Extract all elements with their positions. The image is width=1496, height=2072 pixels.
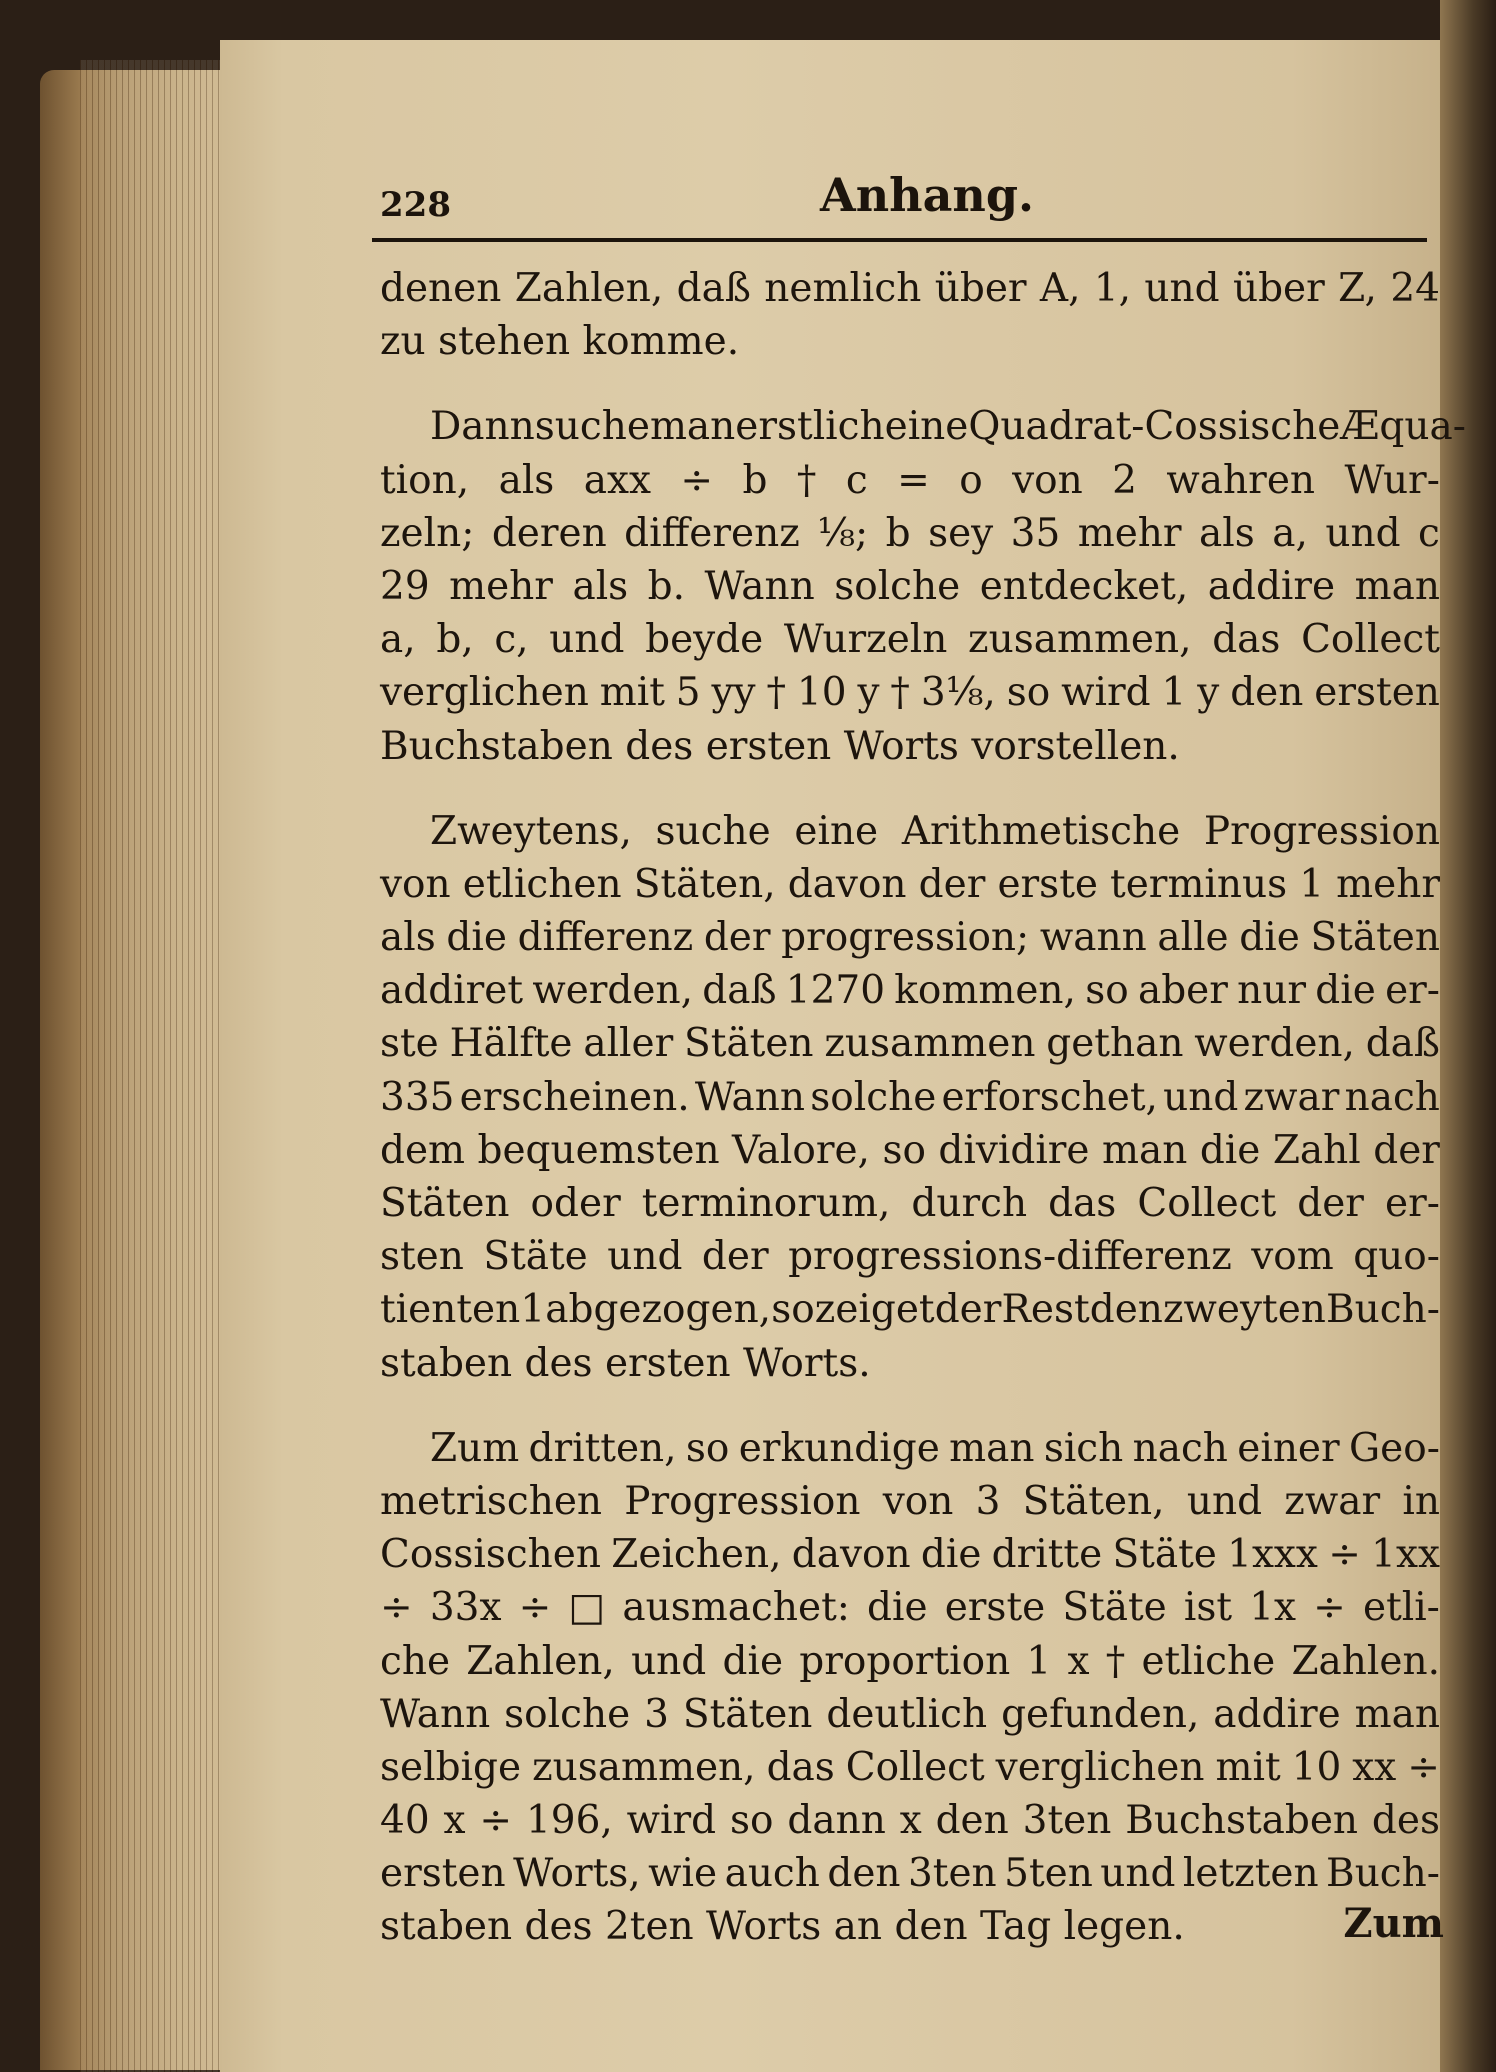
text-line: zu stehen komme. <box>380 319 740 365</box>
text-line: 40 x ÷ 196, wird so dann x den 3ten Buchstaben des <box>380 1798 1440 1844</box>
catchword: Zum <box>1343 1900 1444 1947</box>
text-line: ÷ 33x ÷ □ ausmachet: die erste Stäte ist 1x ÷ etli- <box>380 1585 1440 1631</box>
text-line: Zum dritten, so erkundige man sich nach einer Geo- <box>430 1425 1440 1471</box>
text-line: che Zahlen, und die proportion 1 x † etliche Zahlen. <box>380 1638 1440 1684</box>
text-line: addiret werden, daß 1270 kommen, so aber nur die er- <box>380 968 1440 1014</box>
text-line: als die differenz der progression; wann alle die Stäten <box>380 915 1440 961</box>
text-line: Dann suche man erstlich eine Quadrat-Cossische Æqua- <box>430 404 1466 450</box>
page-number: 228 <box>380 185 451 225</box>
running-title: Anhang. <box>820 168 1035 222</box>
text-line: tion, als axx ÷ b † c = o von 2 wahren Wur- <box>380 457 1440 503</box>
text-line: von etlichen Stäten, davon der erste terminus 1 mehr <box>380 861 1440 907</box>
text-line: staben des 2ten Worts an den Tag legen. <box>380 1904 1185 1950</box>
text-line: Stäten oder terminorum, durch das Collect der er- <box>380 1181 1440 1226</box>
text-line: Wann solche 3 Stäten deutlich gefunden, addire man <box>380 1691 1440 1737</box>
text-line: selbige zusammen, das Collect verglichen mit 10 xx ÷ <box>380 1744 1440 1790</box>
text-line: 29 mehr als b. Wann solche entdecket, addire man <box>380 563 1440 609</box>
text-line: zeln; deren differenz ⅛; b sey 35 mehr als a, und c <box>380 510 1440 556</box>
header-rule <box>372 238 1427 242</box>
text-line: ersten Worts, wie auch den 3ten 5ten und letzten Buch- <box>380 1851 1440 1897</box>
text-line: a, b, c, und beyde Wurzeln zusammen, das Collect <box>380 617 1440 663</box>
text-line: denen Zahlen, daß nemlich über A, 1, und über Z, 24 <box>380 266 1440 311</box>
text-line: ste Hälfte aller Stäten zusammen gethan werden, daß <box>380 1021 1440 1067</box>
text-line: metrischen Progression von 3 Stäten, und zwar in <box>380 1478 1440 1524</box>
text-line: Zweytens, suche eine Arithmetische Progression <box>430 808 1440 854</box>
gutter-shadow <box>1440 0 1496 2072</box>
text-line: 335 erscheinen. Wann solche erforschet, und zwar nach <box>380 1074 1440 1120</box>
text-line: sten Stäte und der progressions-differenz vom quo- <box>380 1234 1440 1280</box>
body-text <box>380 262 1466 1954</box>
text-line: Cossischen Zeichen, davon die dritte Stäte 1xxx ÷ 1xx <box>380 1532 1440 1578</box>
text-line: staben des ersten Worts. <box>380 1340 871 1386</box>
text-line: dem bequemsten Valore, so dividire man die Zahl der <box>380 1127 1440 1173</box>
text-line: tienten 1 abgezogen, so zeiget der Rest den zweyten Buch- <box>380 1287 1440 1333</box>
text-line: verglichen mit 5 yy † 10 y † 3⅛, so wird 1 y den ersten <box>380 670 1440 716</box>
text-line: Buchstaben des ersten Worts vorstellen. <box>380 723 1180 769</box>
